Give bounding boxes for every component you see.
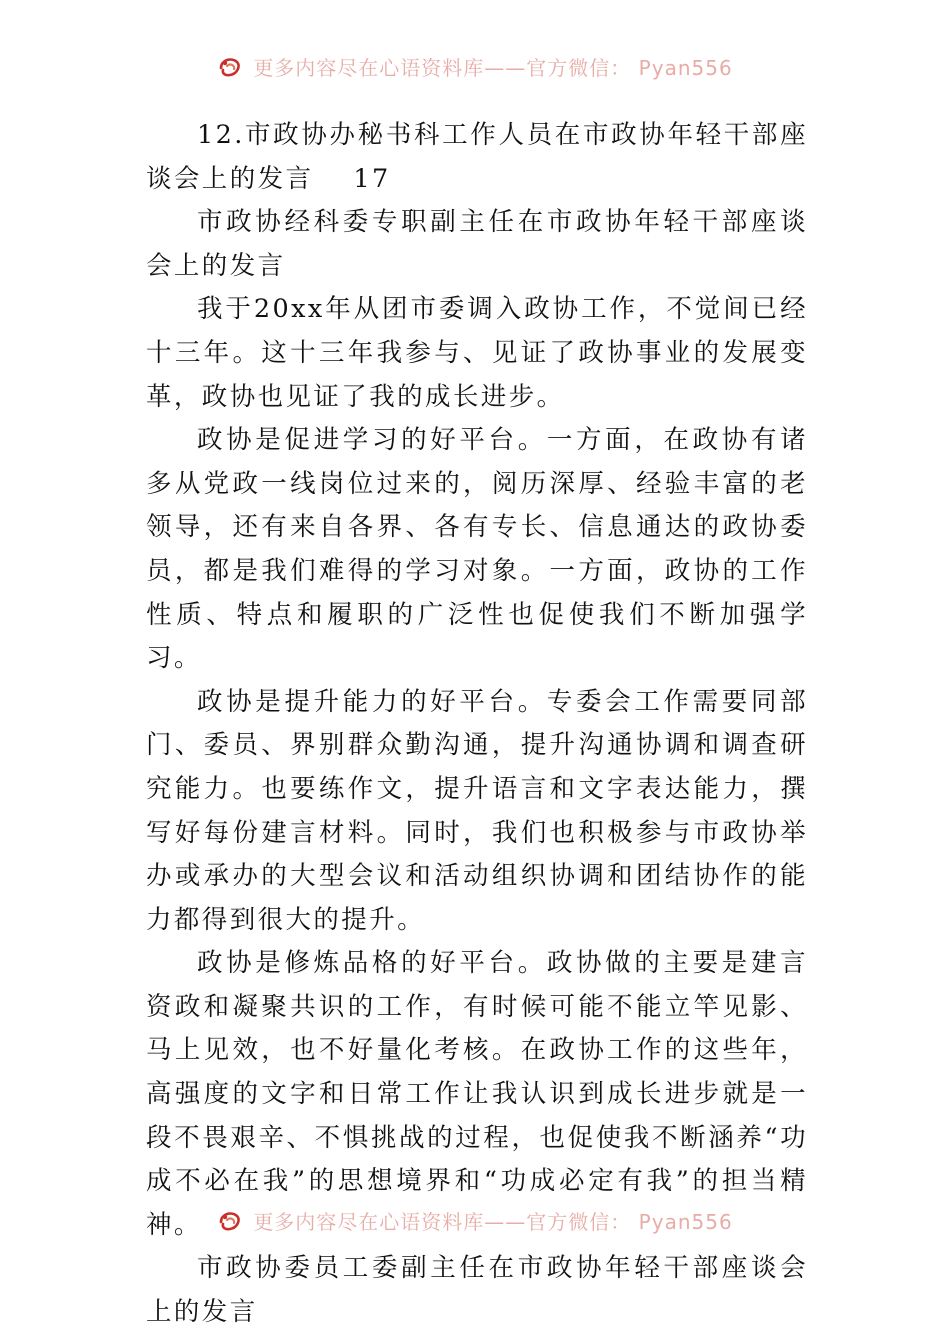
watermark-banner-top (0, 52, 950, 88)
brand-logo-icon (217, 54, 243, 80)
watermark-text: 更多内容尽在心语资料库——官方微信： Pyan556 (253, 55, 733, 80)
body-paragraph: 政协是修炼品格的好平台。政协做的主要是建言资政和凝聚共识的工作，有时候可能不能立竿见影、马上见效，也不好量化考核。在政协工作的这些年，高强度的文字和日常工作让我认识到成长进步就是一段不畏艰辛、不惧挑战的过程，也促使我不断涵养“功成不必在我”的思想境界和“功成必定有我”的担当精神。 (146, 948, 808, 1240)
body-paragraph: 政协是促进学习的好平台。一方面，在政协有诸多从党政一线岗位过来的，阅历深厚、经验丰富的老领导，还有来自各界、各有专长、信息通达的政协委员，都是我们难得的学习对象。一方面，政协的工作性质、特点和履职的广泛性也促使我们不断加强学习。 (146, 425, 808, 674)
body-paragraph: 政协是提升能力的好平台。专委会工作需要同部门、委员、界别群众勤沟通，提升沟通协调和调查研究能力。也要练作文，提升语言和文字表达能力，撰写好每份建言材料。同时，我们也积极参与市政协举办或承办的大型会议和活动组织协调和团结协作的能力都得到很大的提升。 (146, 686, 808, 935)
toc-entry-page-number: 17 (353, 163, 391, 194)
toc-entry-title: 12.市政协办秘书科工作人员在市政协年轻干部座谈会上的发言 (146, 120, 808, 194)
section-heading: 市政协经科委专职副主任在市政协年轻干部座谈会上的发言 (146, 207, 808, 281)
section-heading: 市政协委员工委副主任在市政协年轻干部座谈会上的发言 (146, 1253, 808, 1328)
document-body (146, 114, 808, 1335)
toc-entry (146, 114, 808, 201)
brand-logo-icon (217, 1208, 243, 1234)
body-paragraph: 我于20xx年从团市委调入政协工作，不觉间已经十三年。这十三年我参与、见证了政协事业的发展变革，政协也见证了我的成长进步。 (146, 294, 808, 412)
watermark-text: 更多内容尽在心语资料库——官方微信： Pyan556 (253, 1209, 733, 1234)
watermark-banner-bottom (0, 1206, 950, 1242)
